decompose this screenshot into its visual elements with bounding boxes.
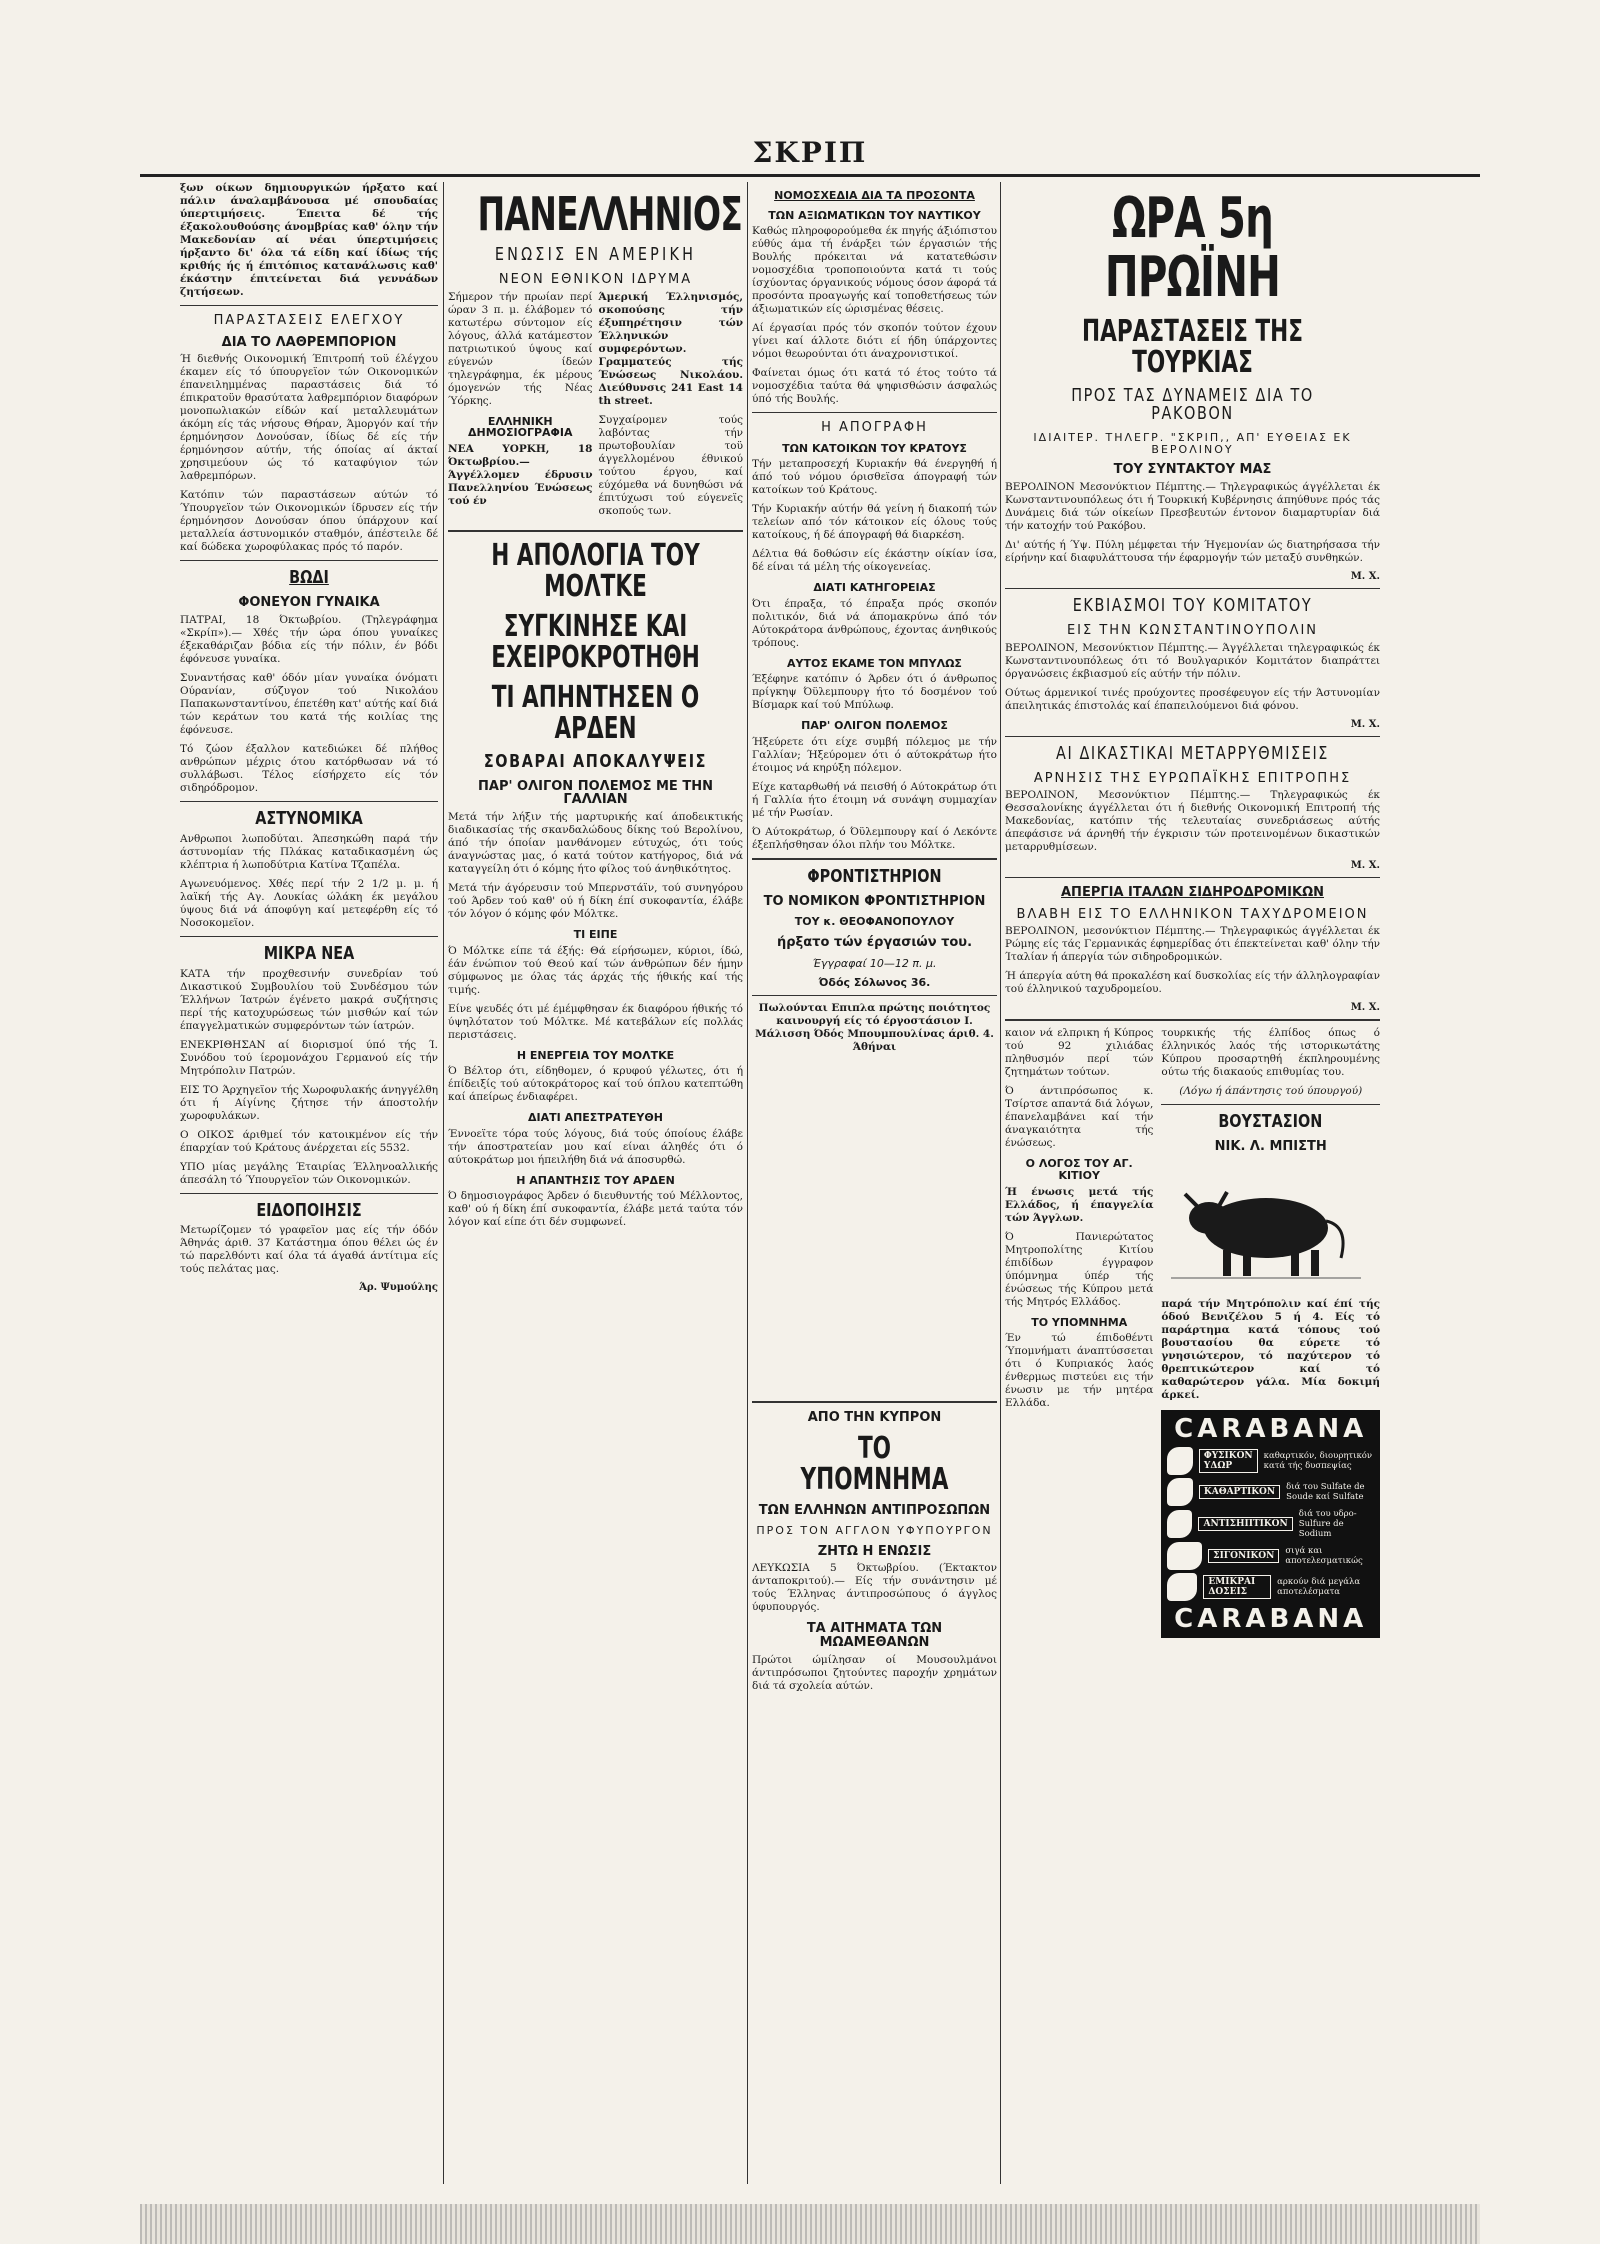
carabana-text: διά του Sulfate de Soude καί Sulfate bbox=[1286, 1481, 1365, 1502]
carabana-text: διά του υδρο-Sulfure de Sodium bbox=[1298, 1508, 1357, 1539]
article-subheadline: ΤΩΝ ΕΛΛΗΝΩΝ ΑΝΤΙΠΡΟΣΩΠΩΝ bbox=[758, 1502, 991, 1518]
article-paragraph: Μετά τήν λήξιν τής μαρτυρικής καί άποδεικτικής διαδικασίας τής σκανδαλώδους δίκης τού Βερολίνου, άπό τήν όποίαν μανθάνομεν εύτυχώς, ότι τούς άναγνώστας μας, ό κατά τούτον κατήγορος, διά νά καταγγείλη ότι ό κόμης ήτο φίλος τού άνηθικότητος. bbox=[448, 811, 743, 875]
article-paragraph: Ήξεύρετε ότι είχε συμβή πόλεμος με τήν Γαλλίαν; Ήξεύρομεν ότι ό αύτοκράτωρ ήτο έτοιμος νά κηρύξη πόλεμον. bbox=[752, 735, 997, 774]
article-subheadline: ΔΙΑ ΤΟ ΛΑΘΡΕΜΠΟΡΙΟΝ bbox=[221, 334, 397, 350]
article-paragraph: ΒΕΡΟΛΙΝΟΝ, μεσονύκτιον Πέμπτης.— Τηλεγραφικώς άγγέλλεται έκ Ρώμης είς τάς Γερμανικάς έφημερίδας ότι έπεκτείνεται καθ' όλην τήν Ίταλίαν ή άπεργία τών σιδηροδρομικών. bbox=[1005, 925, 1380, 964]
article-paragraph: ΝΕΑ ΥΟΡΚΗ, 18 Όκτωβρίου.— Άγγέλλομεν έδρυσιν Πανελληνίου Ένώσεως τού έν bbox=[448, 442, 593, 507]
carabana-row bbox=[1167, 1509, 1374, 1539]
article-paragraph: ΛΕΥΚΩΣΙΑ 5 Όκτωβρίου. (Έκτακτον άνταποκριτού).— Είς τήν συνάντησιν μέ τούς Έλληνας άντιπροσώπους ό άγγλος ύφυπουργός. bbox=[752, 1562, 997, 1614]
article-paragraph: Έννοεϊτε τόρα τούς λόγους, διά τούς όποίους έλάβε τήν άποστρατείαν μου καί είναι άληθές ότι ό αύτοκράτωρ μοι ήπειλήθη διά νά άποσυρθώ. bbox=[448, 1127, 743, 1166]
article-subheadline: ΙΔΙΑΙΤΕΡ. ΤΗΛΕΓΡ. "ΣΚΡΙΠ,, ΑΠ' ΕΥΘΕΙΑΣ ΕΚ ΒΕΡΟΛΙΝΟΥ bbox=[1033, 431, 1352, 456]
article-paragraph: ΒΕΡΟΛΙΝΟΝ, Μεσονύκτιον Πέμπτης.— Άγγέλλεται τηλεγραφικώς έκ Κωνσταντινουπόλεως ότι τό Βουλγαρικόν Κομιτάτον διαπράττει όργανώσεις έκβιασμού είς αύτήν τήν πόλιν. bbox=[1005, 641, 1380, 680]
signature: Μ. Χ. bbox=[1350, 1002, 1380, 1014]
bull-illustration bbox=[1161, 1166, 1371, 1286]
article-subheadline: ΕΙΣ ΤΗΝ ΚΩΝΣΤΑΝΤΙΝΟΥΠΟΛΙΝ bbox=[1066, 623, 1319, 638]
article-subheadline: ΠΡΟΣ ΤΟΝ ΑΓΓΛΟΝ ΥΦΥΠΟΥΡΓΟΝ bbox=[756, 1524, 993, 1538]
article-headline: ΤΑ ΑΙΤΗΜΑΤΑ ΤΩΝ ΜΩΑΜΕΘΑΝΩΝ bbox=[806, 1621, 943, 1651]
article-subheadline: ΤΟ ΥΠΟΜΝΗΜΑ bbox=[800, 1430, 949, 1498]
article-paragraph: Μετωρίζομεν τό γραφεϊον μας είς τήν όδόν Άθηνάς άριθ. 37 Κατάστημα όπου θέλει ώς έν τώ παρελθόντι καί όλα τά άγαθά άντίτιμα είς τούς πελάτας μας. bbox=[180, 1224, 438, 1276]
article-headline: ΠΑΡΑΣΤΑΣΕΙΣ ΕΛΕΓΧΟΥ bbox=[213, 313, 405, 328]
article-paragraph: Ό Βέλτορ ότι, είδηθομεν, ό κρυφού γέλωτες, ότι ή έπίδειξίς τού αύτοκράτορος καί τού όπλου κατεπτώθη καί άπείρως ένδιαφέρει. bbox=[448, 1065, 743, 1104]
article-paragraph: Αγωνευόμενος. Χθές περί τήν 2 1/2 μ. μ. ή λαϊκή τής Αγ. Λουκίας ώλάκη έκ μεγάλου ύψους διά νά άποφύγη καί μετεφέρθη είς τό Νοσοκομεϊον. bbox=[180, 877, 438, 929]
hand-icon bbox=[1167, 1510, 1192, 1538]
separator bbox=[180, 1193, 438, 1194]
article-subheadline: ΤΟΥ ΣΥΝΤΑΚΤΟΥ ΜΑΣ bbox=[1113, 462, 1272, 478]
hand-icon bbox=[1167, 1542, 1202, 1570]
article-paragraph: Ό δημοσιογράφος Άρδεν ό διευθυντής τού Μέλλοντος, καθ' ού ή δίκη έπί συκοφαντία, έλάβε μετά ταύτα τόν λόγον καί είπε ότι δέν συμφωνεί. bbox=[448, 1190, 743, 1229]
ad-headline: ΒΟΥΣΤΑΣΙΟΝ bbox=[1218, 1111, 1323, 1133]
separator bbox=[1005, 877, 1380, 878]
article-headline: ΕΙΔΟΠΟΙΗΣΙΣ bbox=[256, 1199, 362, 1221]
article-headline: ΔΙΑΤΙ ΚΑΤΗΓΟΡΕΙΑΣ bbox=[813, 581, 936, 595]
article-paragraph: Ο ΟΙΚΟΣ άριθμεί τόν κατοικμένον είς τήν έπαρχίαν τού Κράτους άνέρχεται είς 5532. bbox=[180, 1128, 438, 1154]
article-paragraph: Πρώτοι ώμίλησαν οί Μουσουλμάνοι άντιπρόσωποι ζητούντες παροχήν χρημάτων διά τά σχολεία αύτών. bbox=[752, 1653, 997, 1692]
article-subheadline: ΣΥΓΚΙΝΗΣΕ ΚΑΙ ΕΧΕΙΡΟΚΡΟΤΗΘΗ bbox=[491, 608, 700, 676]
article-headline: ΝΟΜΟΣΧΕΔΙΑ ΔΙΑ ΤΑ ΠΡΟΣΟΝΤΑ bbox=[774, 189, 975, 202]
article-headline: Η ΕΝΕΡΓΕΙΑ ΤΟΥ ΜΟΛΤΚΕ bbox=[516, 1048, 675, 1062]
article-paragraph: Ό άντιπρόσωπος κ. Τσίρτσε απαντά διά λόγων, έπανελαμβάνει καί τήν άναγκαιότητα τής ένώσεως. bbox=[1005, 1085, 1154, 1150]
article-paragraph: Ό Πανιερώτατος Μητροπολίτης Κιτίου έπιδίδων έγγραφον ύπόμνημα ύπέρ τής ένώσεως τής Κύπρου μετά τής Μητρός Ελλάδος. bbox=[1005, 1230, 1154, 1308]
article-subheadline: ΠΡΟΣ ΤΑΣ ΔΥΝΑΜΕΙΣ ΔΙΑ ΤΟ ΡΑΚΟΒΟΝ bbox=[1071, 384, 1314, 425]
article-paragraph: (Λόγω ή άπάντησις τού ύπουργού) bbox=[1179, 1085, 1363, 1098]
ad-headline: ΦΡΟΝΤΙΣΤΗΡΙΟΝ bbox=[807, 865, 942, 887]
article-paragraph: Είνε ψευδές ότι μέ έμέμφθησαν έκ διαφόρου ήθικής τό ύψηλότατον τού Μόλτκε. Μέ κατεβάλων είς πολλάς περιστάσεις. bbox=[448, 1002, 743, 1041]
ad-line: ήρξατο τών έργασιών του. bbox=[776, 935, 973, 950]
ad-paragraph: Πωλούνται Επιπλα πρώτης ποιότητος καινουργή είς τό έργοστάσιον Ι. Μάλισση Όδός Μπουμπουλίνας άριθ. 4. Άθήναι bbox=[755, 1001, 994, 1053]
article-paragraph: Μετά τήν άγόρευσιν τού Μπερνστάϊν, τού συνηγόρου τού Άρδεν τού καθ' ού ή δίκη έπί συκοφαντία, έλάβε τόν λόγον ό κόμης φόν Μόλτκε. bbox=[448, 882, 743, 920]
article-headline: ΔΙΑΤΙ ΑΠΕΣΤΡΑΤΕΥΘΗ bbox=[528, 1111, 663, 1125]
ad-line: Όδός Σόλωνος 36. bbox=[818, 976, 931, 990]
article-paragraph: Ότι έπραξα, τό έπραξα πρός σκοπόν πολιτικόν, διά νά άπομακρύνω άπό τόν Αύτοκράτορα άνθρώπους, έχοντας άνηθικούς τρόπους. bbox=[752, 597, 997, 649]
article-paragraph: ΥΠΟ μίας μεγάλης Έταιρίας Έλληνοαλλικής άπεσάλη τό Ύπουργεϊον τών Οικονομικών. bbox=[180, 1160, 438, 1186]
article-paragraph: Φαίνεται όμως ότι κατά τό έτος τούτο τά νομοσχέδια ταύτα θά ψηφισθώσιν άσφαλώς ύπό τής Βουλής. bbox=[752, 367, 997, 406]
article-headline: ΑΙ ΔΙΚΑΣΤΙΚΑΙ ΜΕΤΑΡΡΥΘΜΙΣΕΙΣ bbox=[1055, 742, 1329, 764]
ad-line: ΤΟΥ κ. ΘΕΟΦΑΝΟΠΟΥΛΟΥ bbox=[794, 915, 955, 929]
signature: Μ. Χ. bbox=[1350, 718, 1380, 730]
column-divider bbox=[443, 182, 444, 2184]
article-subheadline: ΖΗΤΩ Η ΕΝΩΣΙΣ bbox=[817, 1543, 932, 1559]
article-headline: Η ΑΠΟΓΡΑΦΗ bbox=[821, 420, 928, 436]
carabana-row bbox=[1167, 1573, 1374, 1601]
ad-line: ΤΟ ΝΟΜΙΚΟΝ ΦΡΟΝΤΙΣΤΗΡΙΟΝ bbox=[763, 893, 986, 909]
ad-line: Έγγραφαί 10—12 π. μ. bbox=[812, 956, 937, 970]
subcolumn bbox=[599, 291, 744, 524]
hand-icon bbox=[1167, 1478, 1193, 1506]
article-paragraph: Αί έργασίαι πρός τόν σκοπόν τούτον έχουν γίνει καί άλλοτε διότι εί ήδη ύπάρχοντες νόμοι θεωρούνται ότι άναχρονιστικοί. bbox=[752, 322, 997, 361]
separator bbox=[180, 936, 438, 937]
separator bbox=[1161, 1104, 1380, 1105]
signature: Μ. Χ. bbox=[1350, 860, 1380, 872]
article-paragraph: Συγχαίρομεν τούς λαβόντας τήν πρωτοβουλίαν τοϋ άγγελλομένου έθνικού τούτου έργου, καί εύχόμεθα νά δυνηθώσι νά έπιτύχωσι τού εύγενεϊς σκοπούς των. bbox=[598, 413, 743, 517]
separator bbox=[752, 412, 997, 413]
article-paragraph: Ή άπεργία αύτη θά προκαλέση καί δυσκολίας είς τήν άλληλογραφίαν τού έλληνικού ταχυδρομείου. bbox=[1005, 970, 1380, 996]
lower-split bbox=[1005, 1027, 1380, 1646]
article-paragraph: ΕΙΣ ΤΟ Άρχηγεϊον τής Χωροφυλακής άνηγγέλθη ότι ή Αίγίνης ζήτησε τήν άποστολήν χωροφυλάκων. bbox=[180, 1083, 438, 1122]
separator bbox=[752, 995, 997, 996]
column-divider bbox=[1000, 182, 1001, 2184]
separator bbox=[752, 858, 997, 860]
separator bbox=[180, 801, 438, 802]
column-4 bbox=[1005, 182, 1380, 2204]
article-headline: ΕΛΛΗΝΙΚΗ ΔΗΜΟΣΙΟΓΡΑΦΙΑ bbox=[467, 414, 573, 440]
article-paragraph: Είχε καταρθωθή νά πεισθή ό Αύτοκράτωρ ότι ή Γαλλία ήτο έτοιμη νά συνάψη συμμαχίαν μέ τήν Ρωσίαν. bbox=[752, 780, 997, 819]
article-paragraph: Τό ζώον έξαλλον κατεδιώκει δέ πλήθος ανθρώπων μέχρις ότου κατόρθωσαν νά τό συλλάβωσι. Τέλος είσήρχετο είς τόν σιδηρόδρομον. bbox=[180, 742, 438, 794]
article-paragraph: τουρκικής τής έλπίδος όπως ό έλληνικός λαός τής ιστορικωτάτης Κύπρου προσαρτηθή έκπληρουμένης ούτω τής διακαούς επιθυμίας του. bbox=[1161, 1027, 1380, 1079]
article-headline: ΑΣΤΥΝΟΜΙΚΑ bbox=[255, 807, 363, 829]
article-paragraph: Καθώς πληροφορούμεθα έκ πηγής άξιόπιστου εύθύς άμα τή ένάρξει τών έργασιών τής Βουλής πρόκειται νά κατατεθώσιν νομοσχέδια τροποποιούντα κατά τι τούς ίσχύοντας όργανικούς νόμους όσον άφορά τά προσόντα προαγωγής καί τοποθετήσεως τών άξιωματικών είς ώρισμένας θέσεις. bbox=[752, 225, 997, 316]
separator bbox=[1005, 736, 1380, 737]
article-paragraph: Ό Μόλτκε είπε τά έξής: Θά είρήσωμεν, κύριοι, ίδώ, έάν ένώπιον τού Θεού καί τών άνθρώπων δέν ήμην σύμφωνος με όλας τάς άρχάς τής ήθικής καί τής τιμής. bbox=[448, 944, 743, 996]
article-paragraph: Σήμερον τήν πρωίαν περί ώραν 3 π. μ. έλάβομεν τό κατωτέρω σύντομον είς λόγους, άλλά κατάμεστον πατριωτικού ύψους καί εύγενών ίδεών τηλεγράφημα, έκ μέρους όμογενών τής Νέας Ύόρκης. bbox=[448, 290, 593, 407]
subcolumn bbox=[1005, 1027, 1153, 1646]
article-paragraph: Κατόπιν τών παραστάσεων αύτών τό Ύπουργεϊον τών Οικονομικών ίδρυσεν είς τήν έρημόνησον Δονούσαν όπου ύπάρχουν καί μεταλλεία άστυνομικόν σταθμόν, άπέστειλε δέ καί δώδεκα χωροφύλακας πρός τό παρόν. bbox=[180, 489, 438, 554]
article-paragraph: Ανθρωποι λωποδύται. Άπεσηκώθη παρά τήν άστυνομίαν τής Πλάκας καταδικασμένη ώς κλέπτρια ή λωποδύτρια Κατίνα Τζαπέλα. bbox=[180, 832, 438, 871]
article-headline: ΑΠΕΡΓΙΑ ΙΤΑΛΩΝ ΣΙΔΗΡΟΔΡΟΜΙΚΩΝ bbox=[1061, 885, 1324, 901]
carabana-title: CARABANA bbox=[1174, 1603, 1368, 1634]
separator bbox=[1005, 1019, 1380, 1021]
article-headline: ΑΠΟ ΤΗΝ ΚΥΠΡΟΝ bbox=[807, 1410, 942, 1425]
carabana-text: αρκούν διά μεγάλα αποτελέσματα bbox=[1277, 1576, 1361, 1597]
article-subheadline: ΝΕΟΝ ΕΘΝΙΚΟΝ ΙΔΡΥΜΑ bbox=[498, 272, 693, 288]
article-paragraph: ΒΕΡΟΛΙΝΟΝ, Μεσονύκτιον Πέμπτης.— Τηλεγραφικώς έκ Θεσσαλονίκης άγγέλλεται ότι ή διεθνής Οικονομική Επιτροπή τής Μακεδονίας, κατόπιν τής τελευταίας συνεδριάσεως αύτής άπεφάσισε νά άρνηθή τήν έγκρισιν τών προτεινομένων δικαστικών μεταρρυθμίσεων. bbox=[1005, 789, 1380, 854]
carabana-row bbox=[1167, 1542, 1374, 1570]
ad-paragraph: παρά τήν Μητρόπολιν καί έπί τής όδού Βενιζέλου 5 ή 4. Είς τό παράρτημα κατά τόπους τού βουστασίου θα εύρετε τό γνησιώτερον, τό παχύτερον τό θρεπτικώτερον καί τό καθαρώτερον γάλα. Μία δοκιμή άρκεί. bbox=[1161, 1297, 1380, 1401]
article-paragraph: Ή διεθνής Οικονομική Έπιτροπή τοϋ έλέγχου έκαμεν είς τό ύπουργεϊον τών Οικονομικών έπανειλημμένας παραστάσεις διά τό έπικρατοϋν θρασύτατα λαθρεμπόριον διαφόρων μονοπωλιακών είδών καί μεταλλευμάτων άκόμη είς τάς νήσους Θήραν, Άμοργόν καί τήν έρημόνησον Δονούσαν, ίδίως δέ είς τήν έρημόνησον αύτήν, τής όποίας αί άκταί χρησιμεύουν ώς τό καταφύγιον τών λαθρεμπόρων. bbox=[180, 353, 438, 483]
carabana-text: σιγά και αποτελεσματικώς bbox=[1285, 1545, 1363, 1566]
article-headline: ΜΙΚΡΑ ΝΕΑ bbox=[263, 942, 355, 964]
article-subheadline: ΕΝΩΣΙΣ ΕΝ ΑΜΕΡΙΚΗ bbox=[494, 244, 697, 266]
separator bbox=[448, 530, 743, 532]
article-paragraph: Δι' αύτής ή Ύψ. Πύλη μέμφεται τήν Ήγεμονίαν ώς διατηρήσασα τήν είρήνην καί διαφυλάττουσα τήν έφαρμογήν τών μεταξύ συνθηκών. bbox=[1005, 539, 1380, 565]
article-headline: ΤΟ ΥΠΟΜΝΗΜΑ bbox=[1031, 1315, 1128, 1329]
intro-paragraph: ξων οίκων δημιουργικών ήρξατο καί πάλιν άναλαμβάνουσα μέ σπουδαίας ύπερτιμήσεις. Έπειτα δέ τής έξακολουθούσης άνομβρίας καθ' όλην τήν Μακεδονίαν αί νέαι ύπερτιμήσεις ήρξαντο δι' όλα τά είδη καί ίδίως τής κριθής ής ή έπιτόπιος κατανάλωσις καθ' έκάστην έπιτείνεται διά γεννάδων ζητήσεων. bbox=[180, 182, 438, 298]
article-headline: ΒΩΔΙ bbox=[289, 567, 329, 589]
carabana-tag: ΦΥΣΙΚΟΝ ΥΔΩΡ bbox=[1199, 1449, 1258, 1473]
carabana-title: CARABANA bbox=[1174, 1413, 1368, 1444]
article-paragraph: Τήν Κυριακήν αύτήν θά γείνη ή διακοπή τών τελείων από τόν κάτοικον είς όλους τούς κατοίκους, ή δέ άπογραφή θά διαρκέση. bbox=[752, 503, 997, 542]
column-2 bbox=[448, 182, 743, 2204]
page-bottom-edge bbox=[140, 2204, 1480, 2244]
article-headline: Η ΑΠΟΛΟΓΙΑ ΤΟΥ ΜΟΛΤΚΕ bbox=[491, 537, 700, 605]
article-paragraph: ΕΝΕΚΡΙΘΗΣΑΝ αί διορισμοί ύπό τής Ί. Συνόδου τού ίερομονάχου Γερμανού είς τήν Μητρόπολιν Πατρών. bbox=[180, 1038, 438, 1077]
article-headline: ΤΙ ΕΙΠΕ bbox=[573, 928, 618, 941]
two-column-block bbox=[448, 291, 743, 524]
article-paragraph: καιον νά ελπρικη ή Κύπρος τού 92 χιλιάδας πληθυσμόν περί τών ζητημάτων τούτων. bbox=[1005, 1027, 1154, 1079]
hand-icon bbox=[1167, 1447, 1193, 1475]
article-paragraph: Τήν μεταπροσεχή Κυριακήν θά ένεργηθή ή άπό τού νόμου όρισθεϊσα άπογραφή τών κατοίκων τού Κράτους. bbox=[752, 458, 997, 497]
ad-subheadline: ΝΙΚ. Λ. ΜΠΙΣΤΗ bbox=[1214, 1139, 1327, 1155]
article-subheadline: ΤΩΝ ΑΞΙΩΜΑΤΙΚΩΝ ΤΟΥ ΝΑΥΤΙΚΟΥ bbox=[768, 208, 981, 222]
carabana-row bbox=[1167, 1478, 1374, 1506]
article-subheadline: ΠΑΡΑΣΤΑΣΕΙΣ ΤΗΣ ΤΟΥΡΚΙΑΣ bbox=[1082, 313, 1303, 381]
signature: Μ. Χ. bbox=[1350, 571, 1380, 583]
separator bbox=[180, 560, 438, 561]
article-subheadline: ΑΡΝΗΣΙΣ ΤΗΣ ΕΥΡΩΠΑΪΚΗΣ ΕΠΙΤΡΟΠΗΣ bbox=[1033, 770, 1352, 786]
article-subheadline: ΣΟΒΑΡΑΙ ΑΠΟΚΑΛΥΨΕΙΣ bbox=[483, 750, 708, 772]
article-headline: ΑΥΤΟΣ ΕΚΑΜΕ ΤΟΝ ΜΠΥΛΩΣ bbox=[787, 656, 962, 670]
column-divider bbox=[747, 182, 748, 2184]
article-paragraph: ΠΑΤΡΑΙ, 18 Όκτωβρίου. (Τηλεγράφημα «Σκρίπ»).— Χθές τήν ώρα όπου γυναίκες έξεκαθάριζαν βόδια είς τήν πόλιν, έν βόδι έφόνευσε γυναίκα. bbox=[180, 613, 438, 665]
article-subheadline: ΦΟΝΕΥΟΝ ΓΥΝΑΙΚΑ bbox=[238, 595, 380, 611]
article-subheadline: ΒΛΑΒΗ ΕΙΣ ΤΟ ΕΛΛΗΝΙΚΟΝ ΤΑΧΥΔΡΟΜΕΙΟΝ bbox=[1016, 906, 1369, 922]
article-paragraph: Ή ένωσις μετά τής Ελλάδος, ή έπαγγελία τών Άγγλων. bbox=[1005, 1185, 1154, 1224]
carabana-tag: ΚΑΘΑΡΤΙΚΟΝ bbox=[1199, 1485, 1280, 1499]
article-headline: Ο ΛΟΓΟΣ ΤΟΥ ΑΓ. ΚΙΤΙΟΥ bbox=[1025, 1157, 1133, 1182]
carabana-text: καθαρτικόν, διουρητικόν κατά τής δυσπεψίας bbox=[1263, 1450, 1373, 1471]
article-headline: ΠΑΝΕΛΛΗΝΙΟΣ bbox=[477, 187, 743, 241]
hand-icon bbox=[1167, 1573, 1197, 1601]
separator bbox=[180, 305, 438, 306]
article-headline: ΠΑΡ' ΟΛΙΓΟΝ ΠΟΛΕΜΟΣ bbox=[801, 719, 948, 733]
article-paragraph: ΚΑΤΑ τήν προχθεσινήν συνεδρίαν τού Δικαστικού Συμβουλίου τοϋ Συνδέσμου τών Έλλήνων Ίατρών έγένετο μακρά συζήτησις περί τής κατοχυρώσεως τών μισθών καί τών έπαγγελματικών συμφερόντων τών ίατρών. bbox=[180, 967, 438, 1032]
article-subheadline: ΤΩΝ ΚΑΤΟΙΚΩΝ ΤΟΥ ΚΡΑΤΟΥΣ bbox=[782, 441, 967, 455]
carabana-tag: ΣΙΓΟΝΙΚΟΝ bbox=[1208, 1549, 1279, 1563]
article-headline: ΕΚΒΙΑΣΜΟΙ ΤΟΥ ΚΟΜΙΤΑΤΟΥ bbox=[1072, 595, 1313, 617]
article-paragraph: Έν τώ έπιδοθέντι Ύπομνήματι άναπτύσσεται ότι ό Κυπριακός λαός ένθερμως πιστεύει εις τήν ένωσιν με τήν μητέρα Ελλάδα. bbox=[1005, 1332, 1154, 1410]
article-paragraph: Δέλτια θά δοθώσιν είς έκάστην οίκίαν ίσα, δέ είναι τά μέλη τής οίκογενείας. bbox=[752, 548, 997, 574]
article-paragraph: Άμερική Έλληνισμός, σκοπούσης τήν έξυπηρέτησιν τών Έλληνικών συμφερόντων. Γραμματεύς τής Ένώσεως Νικολάου. Διεύθυνσις 241 East 14 th street. bbox=[598, 290, 743, 407]
subcolumn bbox=[448, 291, 593, 524]
article-paragraph: Ούτως άρμενικοί τινές προύχοντες προσέφευγον είς τήν Άστυνομίαν άπειλητικάς έπιστολάς καί έπαπειλούμενοι διά φόνου. bbox=[1005, 686, 1380, 712]
article-paragraph: Ό Αύτοκράτωρ, ό Όϋλεμπουργ καί ό Λεκόντε έξεπλήσθησαν όλοι πλήν του Μόλτκε. bbox=[752, 825, 997, 851]
article-paragraph: Συναντήσας καθ' όδόν μίαν γυναίκα όνόματι Ούρανίαν, σύζυγον τού Νικολάου Παπακωνσταντίνου, έπετέθη κατ' αύτής καί διά τών κεράτων του κατά τής κοιλίας της έφόνευσε. bbox=[180, 671, 438, 736]
signature: Άρ. Ψυμούλης bbox=[359, 1282, 438, 1294]
masthead-rule bbox=[140, 174, 1480, 177]
article-subheadline: ΤΙ ΑΠΗΝΤΗΣΕΝ Ο ΑΡΔΕΝ bbox=[491, 679, 700, 747]
carabana-ad bbox=[1161, 1410, 1380, 1638]
separator bbox=[1005, 588, 1380, 589]
carabana-row bbox=[1167, 1447, 1374, 1475]
article-paragraph: ΒΕΡΟΛΙΝΟΝ Μεσονύκτιον Πέμπτης.— Τηλεγραφικώς άγγέλλεται έκ Κωνσταντινουπόλεως ότι ή Τουρκική Κυβέρνησις άπηύθυνε πρός τάς Δυνάμεις διά τών οίκείων Πρεσβευτών έντονον διαμαρτυρίαν διά τήν κατοχήν τού Ρακόβου. bbox=[1005, 481, 1380, 533]
carabana-tag: ΕΜΙΚΡΑΙ ΔΟΣΕΙΣ bbox=[1203, 1575, 1271, 1599]
masthead-title: ΣΚΡΙΠ bbox=[752, 136, 868, 169]
separator bbox=[752, 1401, 997, 1403]
article-headline: Η ΑΠΑΝΤΗΣΙΣ ΤΟΥ ΑΡΔΕΝ bbox=[516, 1173, 675, 1187]
carabana-tag: ΑΝΤΙΣΗΠΤΙΚΟΝ bbox=[1198, 1517, 1292, 1531]
article-paragraph: Έξέφηνε κατόπιν ό Άρδεν ότι ό άνθρωπος πρίγκηψ Όϋλεμπουργ ήτο τό δοσμένον τού Βίσμαρκ καί τού Μπύλωφ. bbox=[752, 673, 997, 712]
column-1 bbox=[180, 182, 438, 2204]
subcolumn bbox=[1161, 1027, 1380, 1646]
article-subheadline: ΠΑΡ' ΟΛΙΓΟΝ ΠΟΛΕΜΟΣ ΜΕ ΤΗΝ ΓΑΛΛΙΑΝ bbox=[478, 778, 713, 808]
article-headline: ΩΡΑ 5η ΠΡΩΪΝΗ bbox=[1104, 186, 1281, 310]
column-3 bbox=[752, 182, 997, 2204]
cyprus-block bbox=[752, 1395, 997, 1699]
